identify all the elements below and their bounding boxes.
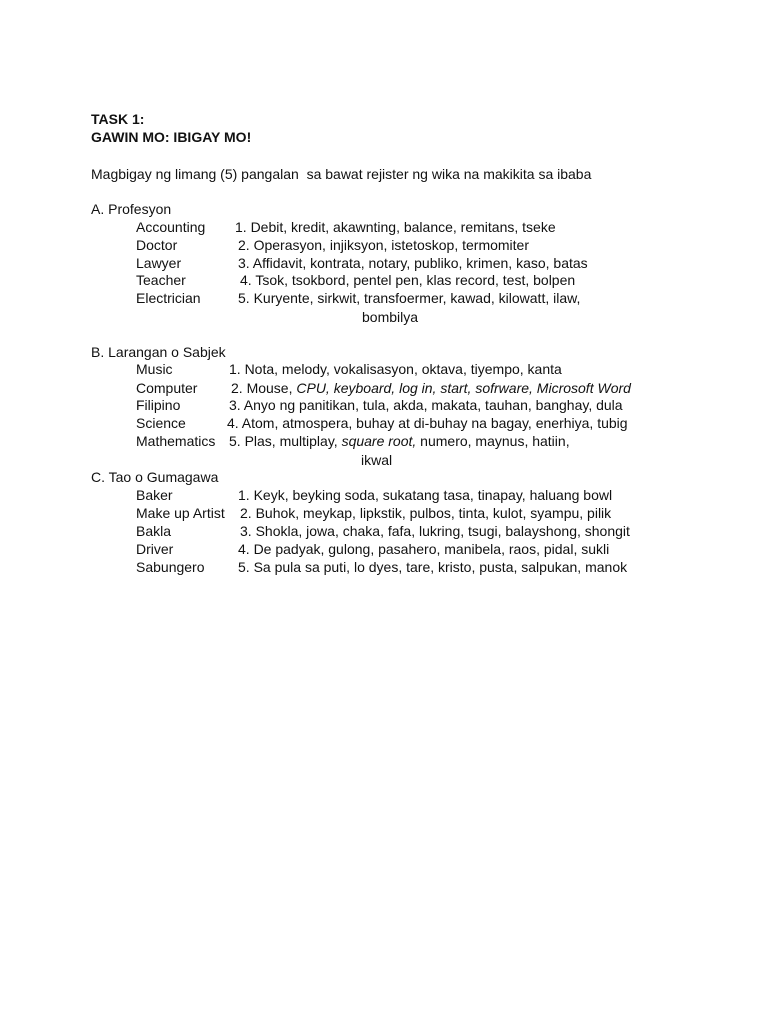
row-label-lawyer: Lawyer [136,255,182,271]
row-label-mathematics: Mathematics [136,433,216,449]
row-text-accounting: 1. Debit, kredit, akawnting, balance, remitans, tseke [235,219,556,235]
row-label-sabungero: Sabungero [136,559,205,575]
row-text-lawyer: 3. Affidavit, kontrata, notary, publiko, krimen, kaso, batas [238,255,588,271]
row-label-driver: Driver [136,541,174,557]
section-c-heading: C. Tao o Gumagawa [91,469,219,485]
row-text-make-up-artist: 2. Buhok, meykap, lipkstik, pulbos, tinta, kulot, syampu, pilik [240,505,612,521]
row-text-mathematics-plain: 5. Plas, multiplay, [229,433,342,449]
section-a-heading: A. Profesyon [91,201,172,217]
row-text-music: 1. Nota, melody, vokalisasyon, oktava, tiyempo, kanta [229,361,562,377]
row-text-science: 4. Atom, atmospera, buhay at di-buhay na bagay, enerhiya, tubig [227,415,628,431]
row-text-baker: 1. Keyk, beyking soda, sukatang tasa, tinapay, haluang bowl [238,487,613,503]
row-label-doctor: Doctor [136,237,178,253]
row-text-doctor: 2. Operasyon, injiksyon, istetoskop, termomiter [238,237,530,253]
row-label-filipino: Filipino [136,397,181,413]
row-text-teacher: 4. Tsok, tsokbord, pentel pen, klas record, test, bolpen [240,272,576,288]
row-label-bakla: Bakla [136,523,172,539]
row-text-computer-italic: CPU, keyboard, log in, start, sofrware, Microsoft Word [296,380,631,396]
row-text-mathematics-continued: ikwal [361,452,393,468]
row-text-driver: 4. De padyak, gulong, pasahero, manibela, raos, pidal, sukli [238,541,610,557]
row-label-music: Music [136,361,173,377]
row-label-accounting: Accounting [136,219,206,235]
row-label-teacher: Teacher [136,272,186,288]
row-label-computer: Computer [136,380,198,396]
row-text-sabungero: 5. Sa pula sa puti, lo dyes, tare, kristo, pusta, salpukan, manok [238,559,628,575]
row-label-baker: Baker [136,487,173,503]
row-text-mathematics-tail: numero, maynus, hatiin, [416,433,570,449]
task-title: GAWIN MO: IBIGAY MO! [91,129,252,145]
section-b-heading: B. Larangan o Sabjek [91,344,226,360]
row-label-science: Science [136,415,186,431]
row-label-make-up-artist: Make up Artist [136,505,225,521]
row-text-mathematics-italic: square root, [341,433,417,449]
row-text-computer [231,379,631,397]
instruction-text: Magbigay ng limang (5) pangalan sa bawat rejister ng wika na makikita sa ibaba [91,166,592,182]
row-text-electrician: 5. Kuryente, sirkwit, transfoermer, kawad, kilowatt, ilaw, [238,290,581,306]
task-label: TASK 1: [91,111,145,127]
row-text-mathematics [229,432,570,450]
row-text-bakla: 3. Shokla, jowa, chaka, fafa, lukring, tsugi, balayshong, shongit [240,523,630,539]
row-text-filipino: 3. Anyo ng panitikan, tula, akda, makata, tauhan, banghay, dula [229,397,623,413]
row-text-electrician-continued: bombilya [362,309,419,325]
row-label-electrician: Electrician [136,290,201,306]
row-text-computer-plain: 2. Mouse, [231,380,297,396]
